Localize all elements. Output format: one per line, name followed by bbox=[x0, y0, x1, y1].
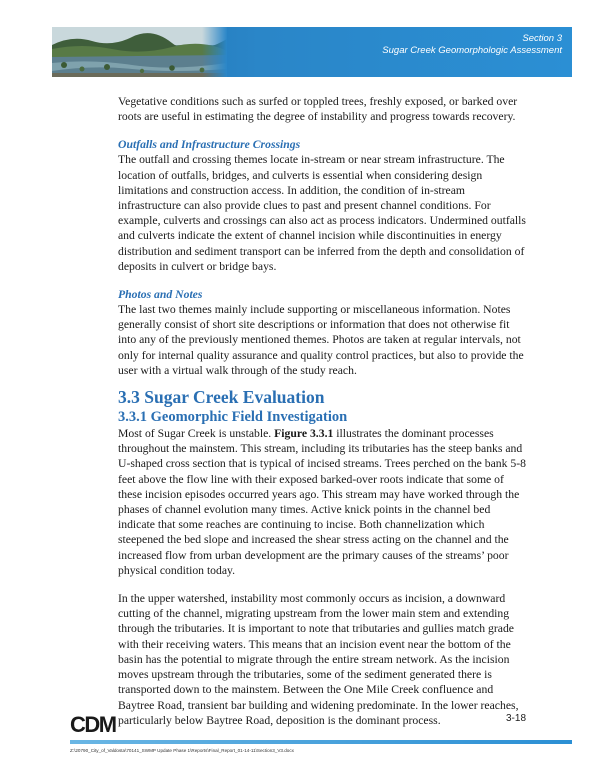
header-band bbox=[52, 27, 572, 77]
photos-heading: Photos and Notes bbox=[118, 288, 203, 302]
para1-rest: illustrates the dominant processes throughout the mainstem. This stream, including its tributaries has the steep banks and U-shaped cross section that is typical of incised streams. Trees perched on the bank 5-8 feet above the flow line with their exposed barked-over roots indicate that some of these incision episodes occurred years ago. This stream may have worked through the phases of channel evolution many times. Active knick points in the channel bed indicate that some reaches are continuing to incise. Both channelization which steepened the bed slope and increased the shear stress acting on the channel and the increased flow from urban development are the primary causes of the streams’ poor physical condition today. bbox=[118, 427, 526, 577]
subsection-heading: 3.3.1 Geomorphic Field Investigation bbox=[118, 409, 348, 426]
footer-bar bbox=[70, 740, 572, 744]
field-investigation-paragraph bbox=[118, 426, 530, 578]
cdm-logo bbox=[70, 713, 120, 735]
section-heading: 3.3 Sugar Creek Evaluation bbox=[118, 387, 325, 408]
header-text bbox=[382, 33, 562, 57]
figure-reference: Figure 3.3.1 bbox=[274, 427, 334, 441]
intro-paragraph: Vegetative conditions such as surfed or toppled trees, freshly exposed, or barked over roots are useful in estimating the degree of instability and progress towards recovery. bbox=[118, 95, 518, 124]
logo-text: CDM bbox=[70, 713, 116, 735]
page-content bbox=[118, 94, 530, 728]
header-stream-photo bbox=[52, 27, 227, 77]
outfalls-heading: Outfalls and Infrastructure Crossings bbox=[118, 138, 301, 152]
upper-watershed-paragraph: In the upper watershed, instability most commonly occurs as incision, a downward cutting of the channel, migrating upstream from the lower main stem and extending through the tributaries. It is important to note that tributaries and gullies match grade with their receiving waters. This means that an incision event near the bottom of the basin has the potential to migrate through the entire stream network. As the incision moves upstream through the tributaries, some of the sediment generated there is transported down to the mainstem. Between the One Mile Creek confluence and Baytree Road, transient bar building and widening predominate. In the lower reaches, particularly below Baytree Road, deposition is the dominant process. bbox=[118, 592, 519, 727]
section-label: Section 3 bbox=[522, 33, 562, 44]
photos-paragraph: The last two themes mainly include supporting or miscellaneous information. Notes generally consist of short site descriptions or information that does not otherwise fit into any of the previously mentioned themes. Photos are taken at regular intervals, not only for internal quality assurance and quality control practices, but also to provide the user with a virtual walk through of the study reach. bbox=[118, 303, 524, 377]
outfalls-paragraph: The outfall and crossing themes locate in-stream or near stream infrastructure. The location of outfalls, bridges, and culverts is essential when considering design limitations and construction access. In addition, the condition of in-stream infrastructure can also provide clues to past and present channel conditions. For example, culverts and crossings can also act as process indicators. Undermined outfalls and culverts indicate the extent of channel incision while discontinuities in energy distribution and sediment transport can be inferred from the depth and consolidation of deposits in culvert or bridge bays. bbox=[118, 153, 526, 273]
para1-start: Most of Sugar Creek is unstable. bbox=[118, 427, 275, 441]
report-title: Sugar Creek Geomorphologic Assessment bbox=[382, 45, 562, 56]
file-path: Z:\20790_City_of_Valdosta\70141_SWMP Update Phase 1\Reports\Final_Report_01-14-11\Section3_V3.docx bbox=[70, 748, 294, 753]
page-number: 3-18 bbox=[506, 713, 527, 724]
